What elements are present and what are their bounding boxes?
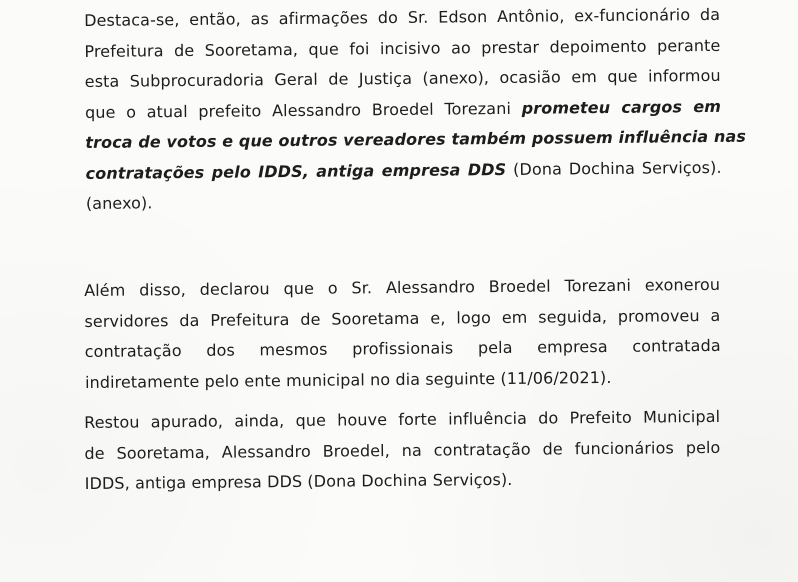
- emphasized-text: prometeu cargos em: [521, 96, 722, 118]
- emphasized-text: troca de votos e que outros vereadores também possuem influência nas: [85, 126, 747, 152]
- text-line: Restou apurado, ainda, que houve forte influência do Prefeito Municipal: [84, 406, 721, 432]
- text-line: de Sooretama, Alessandro Broedel, na contratação de funcionários pelo: [84, 437, 721, 463]
- paragraph-2: [84, 270, 721, 398]
- text-line: (anexo).: [85, 193, 153, 213]
- paragraph-3: [84, 402, 721, 500]
- text-line: que o atual prefeito Alessandro Broedel Torezani prometeu cargos em: [84, 96, 722, 122]
- text-line: Destaca-se, então, as afirmações do Sr. Edson Antônio, ex-funcionário da: [84, 4, 721, 30]
- text-line: servidores da Prefeitura de Sooretama e, logo em seguida, promoveu a: [84, 305, 721, 331]
- text-line: Além disso, declarou que o Sr. Alessandro Broedel Torezani exonerou: [84, 274, 721, 300]
- paragraph-1: [84, 0, 747, 219]
- text-line: IDDS, antiga empresa DDS (Dona Dochina Serviços).: [84, 469, 513, 493]
- text-line: contratações pelo IDDS, antiga empresa DDS (Dona Dochina Serviços).: [85, 157, 722, 183]
- text-line: esta Subprocuradoria Geral de Justiça (anexo), ocasião em que informou: [84, 65, 721, 91]
- text-line: Prefeitura de Sooretama, que foi incisivo ao prestar depoimento perante: [84, 35, 721, 61]
- text-line: indiretamente pelo ente municipal no dia seguinte (11/06/2021).: [84, 367, 612, 392]
- emphasized-text: contratações pelo IDDS, antiga empresa DDS: [85, 159, 507, 183]
- text-line: contratação dos mesmos profissionais pela empresa contratada: [84, 335, 721, 361]
